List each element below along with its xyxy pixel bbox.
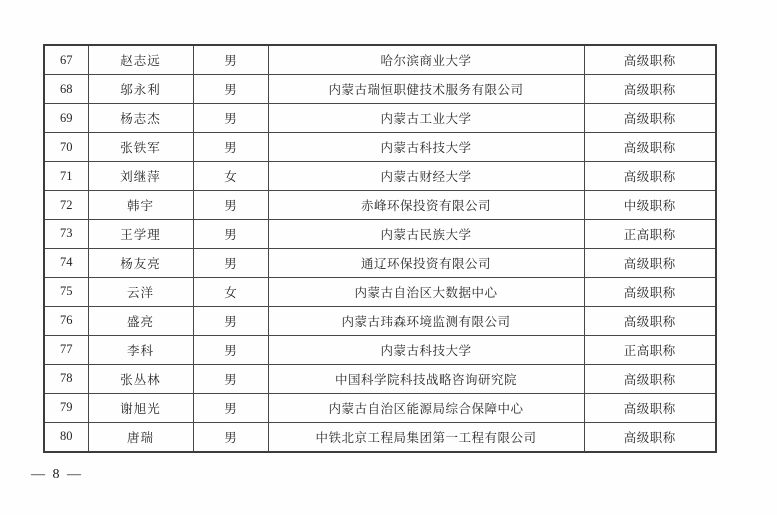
cell-title: 正高职称 <box>584 335 716 364</box>
cell-gender: 男 <box>193 393 268 422</box>
table-row <box>44 162 716 191</box>
cell-number: 68 <box>44 75 88 104</box>
cell-organization: 中铁北京工程局集团第一工程有限公司 <box>268 422 584 452</box>
cell-number: 76 <box>44 306 88 335</box>
cell-title: 高级职称 <box>584 277 716 306</box>
cell-number: 70 <box>44 133 88 162</box>
cell-gender: 男 <box>193 422 268 452</box>
cell-number: 77 <box>44 335 88 364</box>
cell-name: 邬永利 <box>88 75 193 104</box>
cell-gender: 男 <box>193 306 268 335</box>
cell-number: 67 <box>44 45 88 75</box>
cell-name: 刘继萍 <box>88 162 193 191</box>
cell-gender: 男 <box>193 133 268 162</box>
cell-name: 李科 <box>88 335 193 364</box>
table-row <box>44 219 716 248</box>
cell-title: 高级职称 <box>584 364 716 393</box>
cell-number: 71 <box>44 162 88 191</box>
cell-title: 高级职称 <box>584 393 716 422</box>
cell-name: 张丛林 <box>88 364 193 393</box>
table-row <box>44 75 716 104</box>
cell-number: 80 <box>44 422 88 452</box>
cell-title: 高级职称 <box>584 133 716 162</box>
cell-name: 云洋 <box>88 277 193 306</box>
cell-gender: 男 <box>193 104 268 133</box>
cell-organization: 内蒙古科技大学 <box>268 335 584 364</box>
table-row <box>44 191 716 220</box>
cell-organization: 内蒙古自治区能源局综合保障中心 <box>268 393 584 422</box>
cell-title: 高级职称 <box>584 422 716 452</box>
cell-gender: 男 <box>193 364 268 393</box>
cell-name: 唐瑞 <box>88 422 193 452</box>
cell-name: 杨友亮 <box>88 248 193 277</box>
cell-number: 73 <box>44 219 88 248</box>
cell-number: 75 <box>44 277 88 306</box>
cell-title: 中级职称 <box>584 191 716 220</box>
cell-number: 78 <box>44 364 88 393</box>
cell-gender: 男 <box>193 335 268 364</box>
cell-organization: 内蒙古财经大学 <box>268 162 584 191</box>
cell-name: 盛亮 <box>88 306 193 335</box>
cell-gender: 女 <box>193 277 268 306</box>
table-row <box>44 248 716 277</box>
cell-gender: 男 <box>193 45 268 75</box>
cell-name: 赵志远 <box>88 45 193 75</box>
cell-title: 高级职称 <box>584 104 716 133</box>
table-row <box>44 422 716 452</box>
cell-gender: 男 <box>193 248 268 277</box>
cell-gender: 男 <box>193 219 268 248</box>
cell-name: 杨志杰 <box>88 104 193 133</box>
cell-gender: 女 <box>193 162 268 191</box>
table-row <box>44 133 716 162</box>
cell-title: 正高职称 <box>584 219 716 248</box>
cell-name: 张铁军 <box>88 133 193 162</box>
cell-number: 74 <box>44 248 88 277</box>
cell-title: 高级职称 <box>584 162 716 191</box>
table-row <box>44 277 716 306</box>
cell-number: 69 <box>44 104 88 133</box>
cell-name: 韩宇 <box>88 191 193 220</box>
cell-organization: 内蒙古民族大学 <box>268 219 584 248</box>
table-row <box>44 104 716 133</box>
table-row <box>44 335 716 364</box>
cell-title: 高级职称 <box>584 75 716 104</box>
cell-gender: 男 <box>193 191 268 220</box>
cell-name: 王学理 <box>88 219 193 248</box>
cell-number: 72 <box>44 191 88 220</box>
cell-organization: 中国科学院科技战略咨询研究院 <box>268 364 584 393</box>
cell-organization: 内蒙古自治区大数据中心 <box>268 277 584 306</box>
table-row <box>44 364 716 393</box>
cell-title: 高级职称 <box>584 45 716 75</box>
cell-number: 79 <box>44 393 88 422</box>
table-row <box>44 306 716 335</box>
cell-organization: 内蒙古瑞恒职健技术服务有限公司 <box>268 75 584 104</box>
page-number: — 8 — <box>31 467 83 482</box>
cell-name: 谢旭光 <box>88 393 193 422</box>
table-row <box>44 393 716 422</box>
cell-gender: 男 <box>193 75 268 104</box>
cell-organization: 内蒙古玮森环境监测有限公司 <box>268 306 584 335</box>
personnel-table <box>43 44 717 453</box>
cell-organization: 内蒙古科技大学 <box>268 133 584 162</box>
cell-organization: 通辽环保投资有限公司 <box>268 248 584 277</box>
cell-title: 高级职称 <box>584 306 716 335</box>
cell-organization: 内蒙古工业大学 <box>268 104 584 133</box>
cell-organization: 哈尔滨商业大学 <box>268 45 584 75</box>
table-body <box>44 45 716 452</box>
cell-title: 高级职称 <box>584 248 716 277</box>
cell-organization: 赤峰环保投资有限公司 <box>268 191 584 220</box>
table-row <box>44 45 716 75</box>
